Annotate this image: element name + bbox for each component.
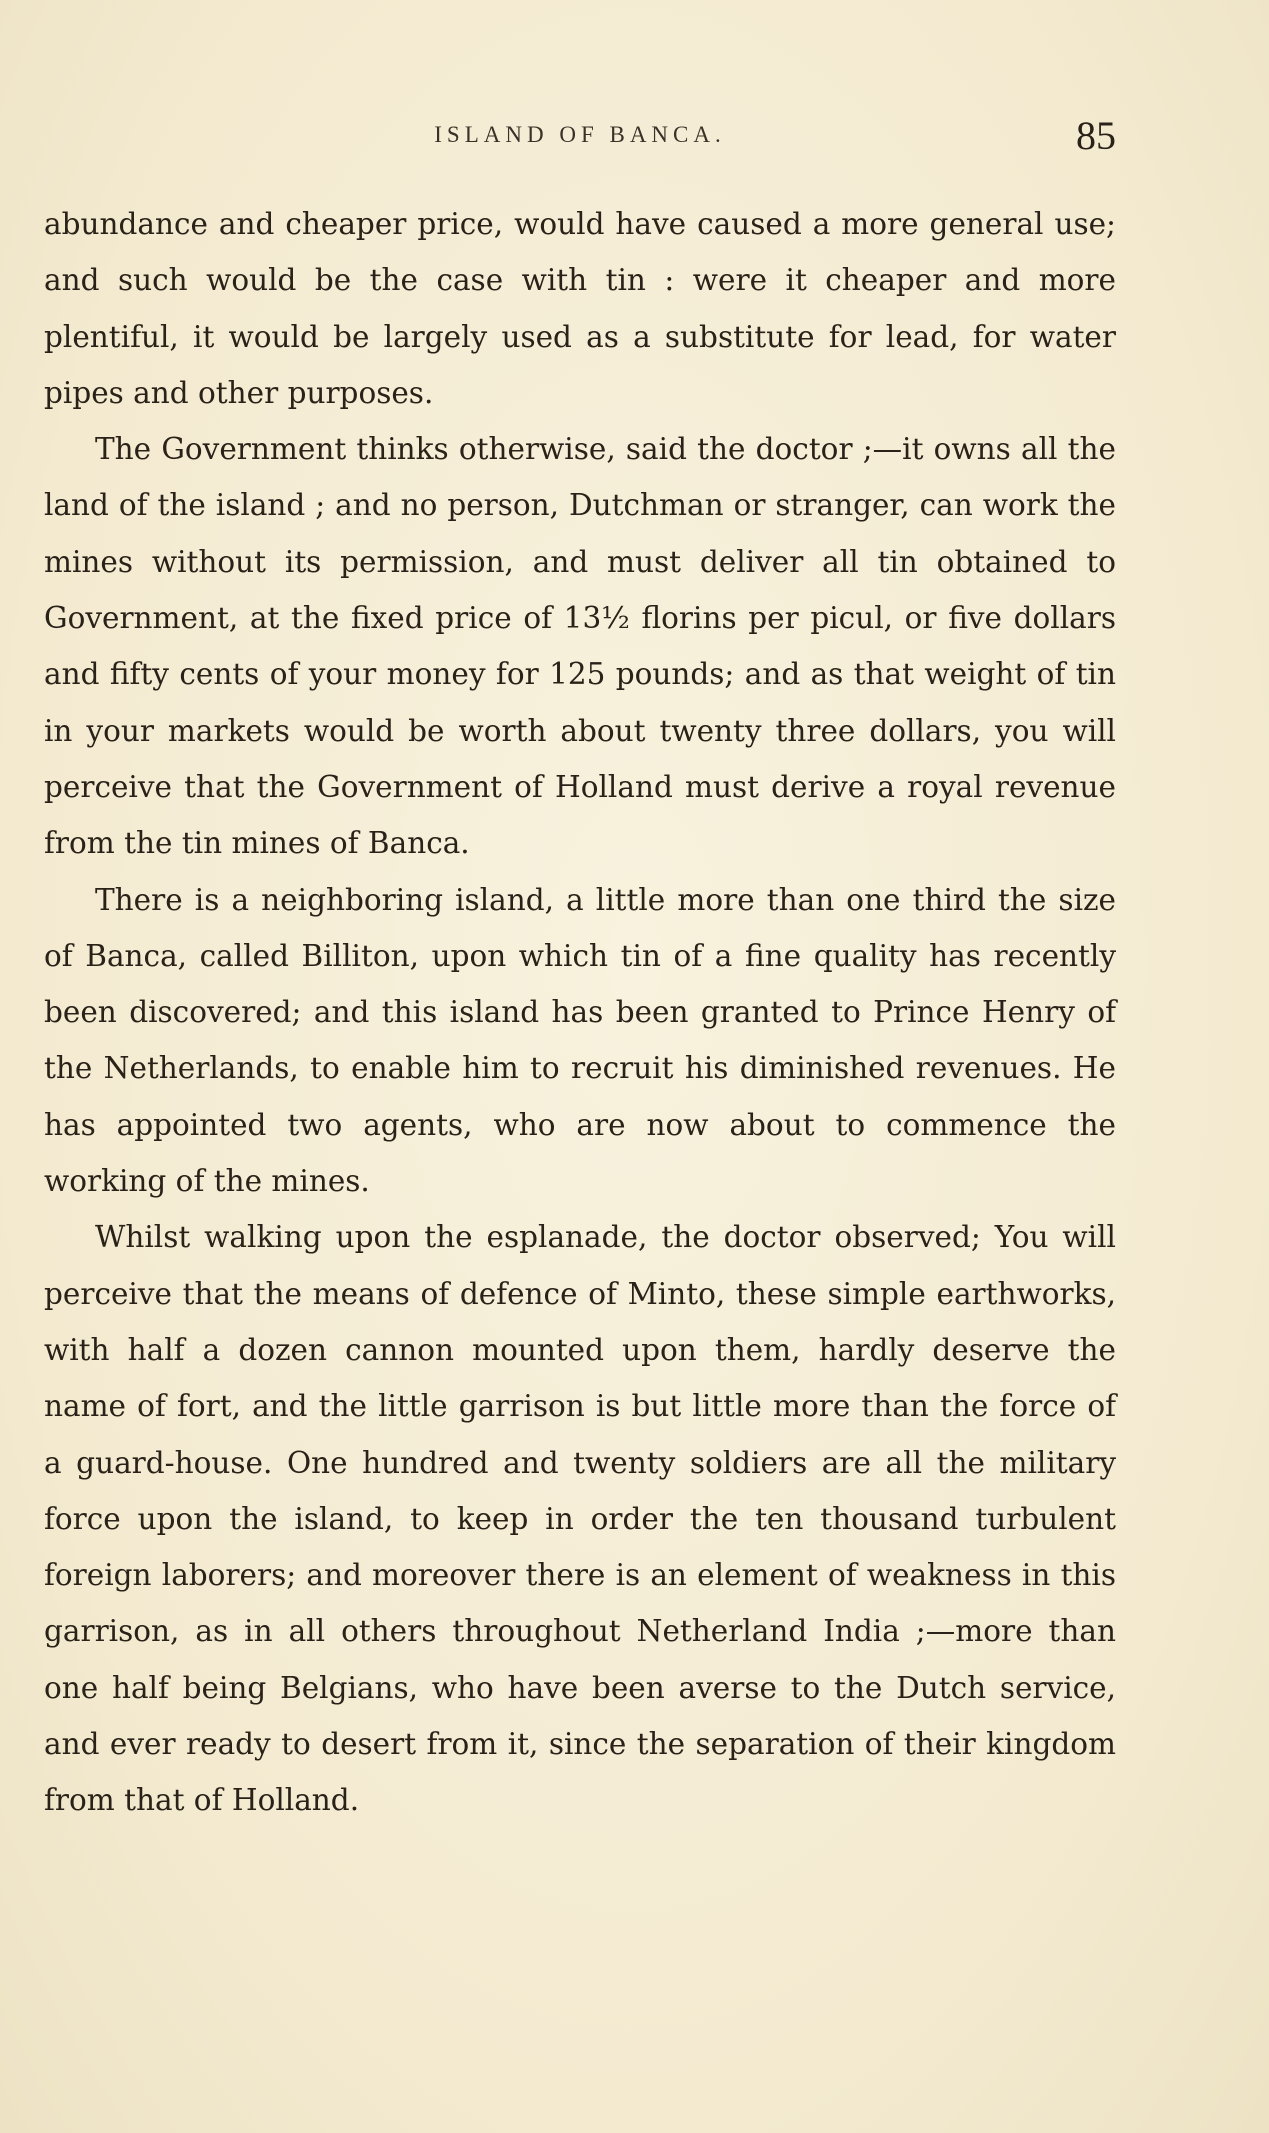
paragraph: abundance and cheaper price, would have caused a more general use; and such would be the case with tin : were it cheaper and more plentiful, it would be largely used as a substitute for lead, for water pipes and other purposes. <box>44 207 1116 410</box>
paragraph: There is a neighboring island, a little more than one third the size of Banca, called Billiton, upon which tin of a fine quality has recently been discovered; and this island has been granted to Prince Henry of the Netherlands, to enable him to recruit his diminished revenues. He has appointed two agents, who are now about to commence the working of the mines. <box>44 882 1116 1199</box>
page-number: 85 <box>1076 113 1116 158</box>
page-header <box>44 112 1116 162</box>
paragraph: Whilst walking upon the esplanade, the doctor observed; You will perceive that the means of defence of Minto, these simple earthworks, with half a dozen cannon mounted upon them, hardly deserve the name of fort, and the little garrison is but little more than the force of a guard-house. One hundred and twenty soldiers are all the military force upon the island, to keep in order the ten thousand turbulent foreign laborers; and moreover there is an element of weakness in this garrison, as in all others throughout Netherland India ;—more than one half being Belgians, who have been averse to the Dutch service, and ever ready to desert from it, since the separation of their kingdom from that of Holland. <box>44 1220 1116 1818</box>
paragraph: The Government thinks otherwise, said the doctor ;—it owns all the land of the island ; and no person, Dutchman or stranger, can work the mines without its permission, and must deliver all tin obtained to Government, at the fixed price of 13½ florins per picul, or five dollars and fifty cents of your money for 125 pounds; and as that weight of tin in your markets would be worth about twenty three dollars, you will perceive that the Government of Holland must derive a royal revenue from the tin mines of Banca. <box>44 432 1116 861</box>
body-text <box>44 196 1116 1829</box>
running-title: ISLAND OF BANCA. <box>434 122 726 147</box>
